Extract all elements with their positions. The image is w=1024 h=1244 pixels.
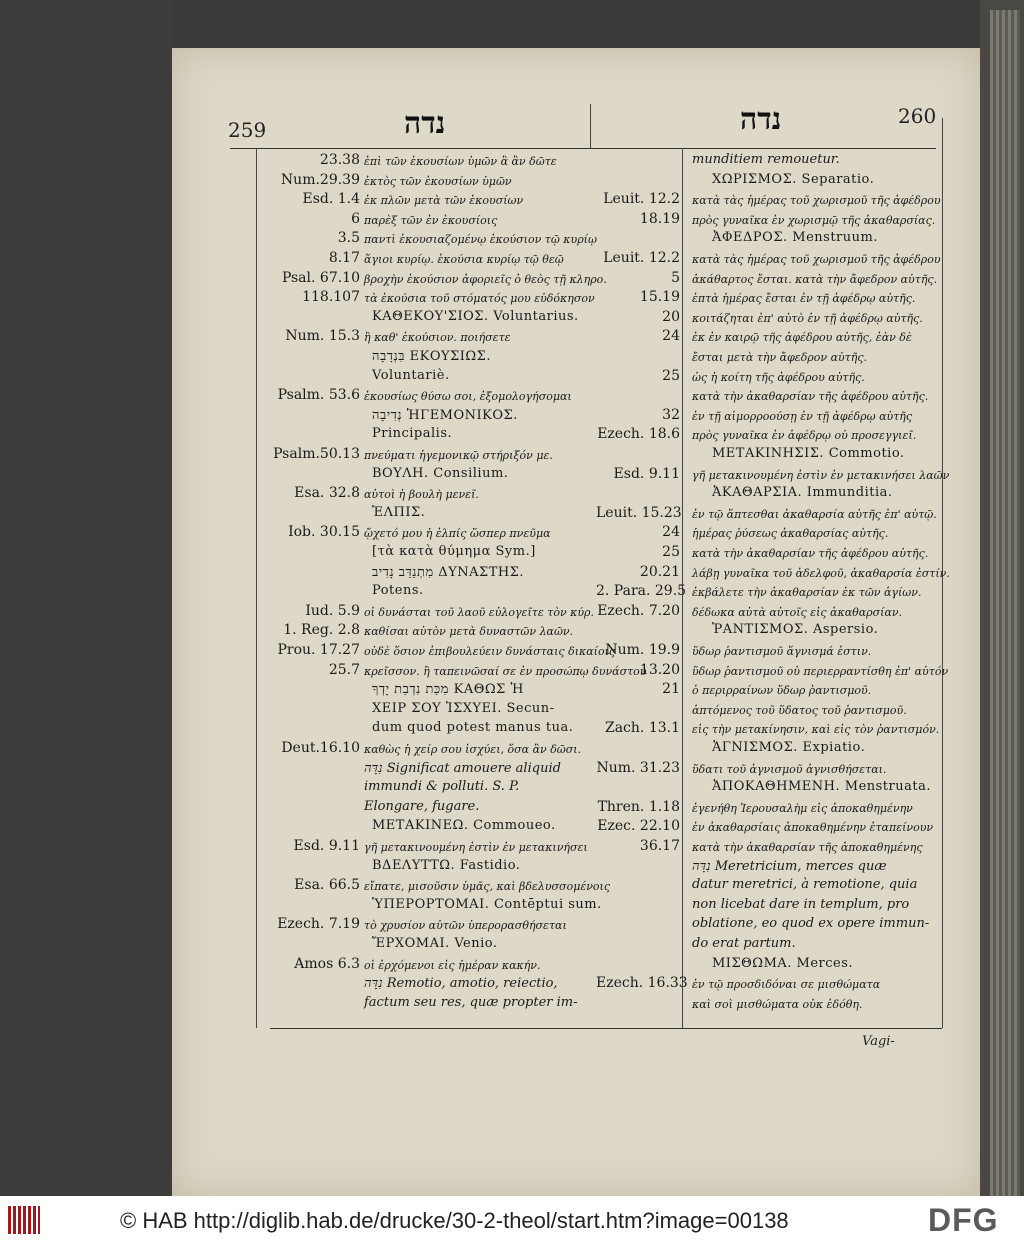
greek-quotation: ὡς ἡ κοίτη τῆς ἀφέδρου αὐτῆς. bbox=[692, 370, 865, 384]
greek-quotation: ἡμέρας ῥύσεως ἀκαθαρσίας αὐτῆς. bbox=[692, 527, 889, 541]
lemma-heading: ΜΕΤΑΚΙΝΕΩ. Commoueo. bbox=[372, 818, 556, 834]
footer-bar bbox=[0, 1196, 1024, 1244]
dfg-logo: DFG bbox=[928, 1202, 999, 1238]
scripture-reference: Esd. 9.11 bbox=[293, 838, 360, 854]
greek-quotation: πνεύματι ἡγεμονικῷ στήριξόν με. bbox=[364, 449, 553, 462]
scripture-reference: Ezech. 7.19 bbox=[277, 916, 360, 933]
scripture-reference: Ezec. 22.10 bbox=[597, 818, 680, 835]
scripture-reference: 24 bbox=[662, 524, 680, 541]
lemma-heading: dum quod potest manus tua. bbox=[372, 720, 574, 736]
scripture-reference: 32 bbox=[662, 406, 680, 423]
lemma-heading: ῬΑΝΤΙΣΜΟΣ. Aspersio. bbox=[712, 622, 879, 638]
lemma-heading: ΚΑΘΕΚΟΥ'ΣΙΟΣ. Voluntarius. bbox=[372, 308, 579, 324]
greek-quotation: καθίσαι αὐτὸν μετὰ δυναστῶν λαῶν. bbox=[364, 625, 574, 639]
greek-quotation: ᾤχετό μου ἡ ἐλπίς ὥσπερ πνεῦμα bbox=[364, 527, 551, 541]
lemma-heading: ἜΡΧΟΜΑΙ. Venio. bbox=[372, 936, 498, 951]
latin-gloss: נִדָּה Meretricium, merces quæ bbox=[692, 858, 887, 874]
greek-quotation: ἑκουσίως θύσω σοι, ἐξομολογήσομαι bbox=[364, 390, 572, 404]
greek-quotation: παντὶ ἑκουσιαζομένῳ ἑκούσιον τῷ κυρίῳ bbox=[364, 233, 597, 247]
scripture-reference: 36.17 bbox=[639, 838, 680, 854]
book-edge bbox=[990, 10, 1020, 1196]
scripture-reference: 8.17 bbox=[328, 250, 360, 266]
lemma-heading: ΒΟΥΛΗ. Consilium. bbox=[372, 465, 509, 481]
header-divider bbox=[590, 104, 591, 148]
latin-gloss: do erat partum. bbox=[692, 936, 796, 951]
greek-quotation: ὁ περιρραίνων ὕδωρ ῥαντισμοῦ. bbox=[692, 684, 872, 698]
dark-margin-left bbox=[0, 0, 172, 1196]
greek-quotation: ἐν ἀκαθαρσίαις ἀποκαθημένην ἐταπείνουν bbox=[692, 821, 934, 835]
greek-quotation: οἱ ἐρχόμενοι εἰς ἡμέραν κακήν. bbox=[364, 958, 541, 972]
lemma-heading: [τὰ κατὰ θύμημα Sym.] bbox=[372, 544, 536, 559]
scripture-reference: 6 bbox=[351, 210, 360, 227]
greek-quotation: ἅγιοι κυρίῳ. ἑκούσια κυρίῳ τῷ θεῷ bbox=[364, 253, 564, 266]
scripture-reference: 2. Para. 29.5 bbox=[596, 583, 687, 600]
scripture-reference: Esd. 1.4 bbox=[302, 191, 360, 208]
greek-quotation: κατὰ τὴν ἀκαθαρσίαν τῆς ἀφέδρου αὐτῆς. bbox=[692, 547, 929, 560]
latin-gloss: datur meretrici, à remotione, quia bbox=[692, 877, 918, 893]
greek-quotation: ἑπτὰ ἡμέρας ἔσται ἐν τῇ ἀφέδρῳ αὐτῆς. bbox=[692, 292, 916, 306]
latin-gloss: oblatione, eo quod ex opere immun- bbox=[692, 916, 930, 932]
greek-quotation: λάβῃ γυναῖκα τοῦ ἀδελφοῦ, ἀκαθαρσία ἐστίν. bbox=[692, 566, 950, 580]
page-number-right: 260 bbox=[898, 104, 937, 128]
scripture-reference: Iob. 30.15 bbox=[288, 524, 360, 541]
latin-gloss: immundi & polluti. S. P. bbox=[364, 779, 520, 795]
scripture-reference: 23.38 bbox=[319, 152, 360, 168]
greek-quotation: αὐτοὶ ἡ βουλὴ μενεῖ. bbox=[364, 488, 479, 502]
greek-quotation: ἐκβάλετε τὴν ἀκαθαρσίαν ἐκ τῶν ἁγίων. bbox=[692, 586, 922, 600]
greek-quotation: καὶ σοὶ μισθώματα οὐκ ἐδόθη. bbox=[692, 997, 863, 1011]
scripture-reference: 5 bbox=[671, 269, 680, 286]
scripture-reference: Esd. 9.11 bbox=[613, 465, 680, 482]
lemma-heading: ΜΕΤΑΚΙΝΗΣΙΣ. Commotio. bbox=[712, 446, 905, 461]
lemma-heading: נְדִיבָה ἩΓΕΜΟΝΙΚΟΣ. bbox=[372, 407, 518, 423]
scripture-reference: Thren. 1.18 bbox=[597, 798, 680, 815]
lemma-heading: ἈΠΟΚΑΘΗΜΕΝΗ. Menstruata. bbox=[712, 779, 931, 795]
scripture-reference: Num.29.39 bbox=[280, 171, 360, 188]
lemma-heading: ΧΩΡΙΣΜΟΣ. Separatio. bbox=[712, 171, 875, 187]
greek-quotation: ἐν τῷ προσδιδόναι σε μισθώματα bbox=[692, 978, 881, 992]
lemma-heading: ἈΦΕΔΡΟΣ. Menstruum. bbox=[712, 230, 878, 246]
greek-quotation: ἐπὶ τῶν ἑκουσίων ὑμῶν ἃ ἂν δῶτε bbox=[364, 155, 557, 168]
greek-quotation: ἐγενήθη Ἱερουσαλὴμ εἰς ἀποκαθημένην bbox=[692, 801, 913, 815]
scripture-reference: Iud. 5.9 bbox=[305, 602, 360, 619]
scripture-reference: 1. Reg. 2.8 bbox=[283, 622, 360, 639]
scripture-reference: Ezech. 7.20 bbox=[597, 602, 680, 619]
latin-gloss: munditiem remouetur. bbox=[692, 152, 840, 167]
copyright-url[interactable]: © HAB http://diglib.hab.de/drucke/30-2-theol/start.htm?image=00138 bbox=[120, 1208, 789, 1233]
greek-quotation: ὕδωρ ῥαντισμοῦ οὐ περιερραντίσθη ἐπ' αὐτόν bbox=[692, 664, 949, 678]
lemma-heading: ὙΠΕΡΟΡΤΟΜΑΙ. Contēptui sum. bbox=[372, 896, 602, 912]
greek-quotation: ἐκτὸς τῶν ἑκουσίων ὑμῶν bbox=[364, 174, 512, 188]
scripture-reference: 3.5 bbox=[337, 230, 360, 247]
scripture-reference: Num. 15.3 bbox=[285, 328, 360, 345]
greek-quotation: καθὼς ἡ χείρ σου ἰσχύει, ὅσα ἂν δῶσι. bbox=[364, 743, 582, 756]
scripture-reference: 15.19 bbox=[639, 289, 680, 306]
scripture-reference: 24 bbox=[662, 328, 680, 345]
scripture-reference: Zach. 13.1 bbox=[604, 720, 680, 737]
scripture-reference: Psal. 67.10 bbox=[281, 269, 360, 286]
scripture-reference: Leuit. 15.23 bbox=[596, 504, 682, 521]
hab-logo-icon bbox=[8, 1206, 40, 1234]
scripture-reference: 20.21 bbox=[639, 563, 680, 580]
scripture-reference: Leuit. 12.2 bbox=[603, 250, 680, 266]
hebrew-header-left: נדה bbox=[404, 106, 446, 141]
scripture-reference: 25 bbox=[662, 544, 680, 560]
greek-quotation: δέδωκα αὐτὰ αὐτοῖς εἰς ἀκαθαρσίαν. bbox=[692, 605, 903, 619]
greek-quotation: ἐν τῷ ἅπτεσθαι ἀκαθαρσία αὐτῆς ἐπ' αὐτῷ. bbox=[692, 507, 937, 521]
scripture-reference: Amos 6.3 bbox=[294, 955, 360, 972]
lemma-heading: ΜΙΣΘΩΜΑ. Merces. bbox=[712, 955, 854, 971]
header-rule bbox=[230, 148, 936, 149]
lemma-heading: מִכַּת נִדְבַת יָדְךָ ΚΑΘΩΣ Ἡ bbox=[372, 682, 524, 698]
lemma-heading: Potens. bbox=[372, 583, 424, 599]
greek-quotation: γῆ μετακινουμένη ἐστὶν ἐν μετακινήσει λαῶν bbox=[692, 468, 950, 482]
bottom-rule bbox=[270, 1028, 942, 1029]
scripture-reference: Esa. 66.5 bbox=[294, 877, 360, 894]
scripture-reference: Ezech. 16.33 bbox=[596, 975, 688, 992]
greek-quotation: εἴπατε, μισοῦσιν ὑμᾶς, καὶ βδελυσσομένοις bbox=[364, 880, 611, 894]
scripture-reference: 25 bbox=[662, 367, 680, 384]
lemma-heading: בִּנְדָבָה ΕΚΟΥΣΙΩΣ. bbox=[372, 349, 492, 364]
greek-quotation: βροχὴν ἑκούσιον ἀφοριεῖς ὁ θεὸς τῇ κληρο. bbox=[364, 272, 607, 286]
entry-row bbox=[172, 995, 980, 1017]
greek-quotation: πρὸς γυναῖκα ἐν ἀφέδρῳ οὐ προσεγγιεῖ. bbox=[692, 429, 917, 443]
greek-quotation: ἢ καθ' ἑκούσιον. ποιήσετε bbox=[364, 331, 511, 345]
greek-quotation: τὰ ἑκούσια τοῦ στόματός μου εὐδόκησον bbox=[364, 292, 595, 306]
greek-quotation: κρεῖσσον. ἢ ταπεινῶσαί σε ἐν προσώπῳ δυνάστου bbox=[364, 664, 647, 678]
book-page bbox=[172, 48, 980, 1196]
latin-gloss: נִדָּה Remotio, amotio, reiectio, bbox=[364, 976, 558, 992]
lemma-heading: ἈΚΑΘΑΡΣΙΑ. Immunditia. bbox=[712, 485, 893, 501]
scripture-reference: Psalm.50.13 bbox=[273, 446, 360, 462]
latin-gloss: factum seu res, quæ propter im- bbox=[364, 994, 578, 1010]
scripture-reference: Num. 31.23 bbox=[596, 759, 680, 776]
page-number-left: 259 bbox=[228, 118, 267, 142]
greek-quotation: ἐκ ἐν καιρῷ τῆς ἀφέδρου αὐτῆς, ἐὰν δὲ bbox=[692, 331, 912, 345]
catchword: Vagi- bbox=[862, 1034, 895, 1049]
lemma-heading: ἉΓΝΙΣΜΟΣ. Expiatio. bbox=[712, 740, 866, 755]
latin-gloss: נִדָּה Significat amouere aliquid bbox=[364, 760, 561, 776]
greek-quotation: οὐδὲ ὅσιον ἐπιβουλεύειν δυνάσταις δικαίοις bbox=[364, 645, 616, 658]
greek-quotation: εἰς τὴν μετακίνησιν, καὶ εἰς τὸν ῥαντισμόν. bbox=[692, 723, 940, 737]
greek-quotation: τὸ χρυσίον αὐτῶν ὑπερορασθήσεται bbox=[364, 919, 567, 933]
greek-quotation: πρὸς γυναῖκα ἐν χωρισμῷ τῆς ἀκαθαρσίας. bbox=[692, 213, 936, 227]
scripture-reference: 21 bbox=[662, 681, 680, 698]
greek-quotation: ἐν τῇ αἱμορροούσῃ ἐν τῇ ἀφέδρῳ αὐτῆς bbox=[692, 409, 913, 423]
lemma-heading: Voluntariè. bbox=[372, 367, 450, 383]
latin-gloss: non licebat dare in templum, pro bbox=[692, 896, 910, 912]
scripture-reference: 18.19 bbox=[639, 210, 680, 227]
scripture-reference: Esa. 32.8 bbox=[294, 485, 360, 502]
scripture-reference: 20 bbox=[662, 308, 680, 325]
greek-quotation: ἔσται μετὰ τὴν ἄφεδρον αὐτῆς. bbox=[692, 351, 868, 364]
greek-quotation: κατὰ τὰς ἡμέρας τοῦ χωρισμοῦ τῆς ἀφέδρου bbox=[692, 253, 941, 266]
greek-quotation: κατὰ τὴν ἀκαθαρσίαν τῆς ἀφέδρου αὐτῆς. bbox=[692, 390, 929, 404]
greek-quotation: κοιτάζηται ἐπ' αὐτὸ ἐν τῇ ἀφέδρῳ αὐτῆς. bbox=[692, 311, 923, 325]
greek-quotation: ἐκ πλῶν μετὰ τῶν ἑκουσίων bbox=[364, 194, 524, 208]
scripture-reference: Leuit. 12.2 bbox=[603, 191, 680, 208]
scripture-reference: Ezech. 18.6 bbox=[597, 426, 680, 443]
lemma-heading: Principalis. bbox=[372, 426, 453, 442]
hebrew-header-right: נדה bbox=[740, 102, 782, 137]
lemma-heading: ἘΛΠΙΣ. bbox=[372, 504, 426, 520]
scripture-reference: Num. 19.9 bbox=[605, 642, 680, 658]
scripture-reference: 118.107 bbox=[302, 289, 360, 306]
greek-quotation: ὕδατι τοῦ ἁγνισμοῦ ἁγνισθήσεται. bbox=[692, 762, 887, 776]
greek-quotation: κατὰ τὴν ἀκαθαρσίαν τῆς ἀποκαθημένης bbox=[692, 841, 923, 854]
scripture-reference: 25.7 bbox=[328, 661, 360, 678]
latin-gloss: Elongare, fugare. bbox=[364, 798, 480, 814]
greek-quotation: ἀκάθαρτος ἔσται. κατὰ τὴν ἄφεδρον αὐτῆς. bbox=[692, 272, 938, 286]
greek-quotation: ἁπτόμενος τοῦ ὕδατος τοῦ ῥαντισμοῦ. bbox=[692, 703, 907, 717]
greek-quotation: οἱ δυνάσται τοῦ λαοῦ εὐλογεῖτε τὸν κύρ. bbox=[364, 605, 595, 619]
greek-quotation: κατὰ τὰς ἡμέρας τοῦ χωρισμοῦ τῆς ἀφέδρου bbox=[692, 194, 941, 208]
scripture-reference: 13.20 bbox=[639, 661, 680, 678]
greek-quotation: γῆ μετακινουμένη ἐστὶν ἐν μετακινήσει bbox=[364, 841, 588, 854]
scripture-reference: Deut.16.10 bbox=[281, 740, 360, 756]
lemma-heading: ΒΔΕΛΥΤΤΩ. Fastidio. bbox=[372, 857, 521, 873]
greek-quotation: παρὲξ τῶν ἐν ἑκουσίοις bbox=[364, 213, 498, 227]
lemma-heading: מִתְנַדֵּב נָדִיב ΔΥΝΑΣΤΗΣ. bbox=[372, 564, 525, 580]
scripture-reference: Prou. 17.27 bbox=[277, 642, 360, 658]
greek-quotation: ὕδωρ ῥαντισμοῦ ἅγνισμά ἐστιν. bbox=[692, 645, 872, 658]
lemma-heading: ΧΕΙΡ ΣΟΥ ἸΣΧΥΕΙ. Secun- bbox=[372, 700, 555, 716]
scripture-reference: Psalm. 53.6 bbox=[277, 387, 360, 404]
